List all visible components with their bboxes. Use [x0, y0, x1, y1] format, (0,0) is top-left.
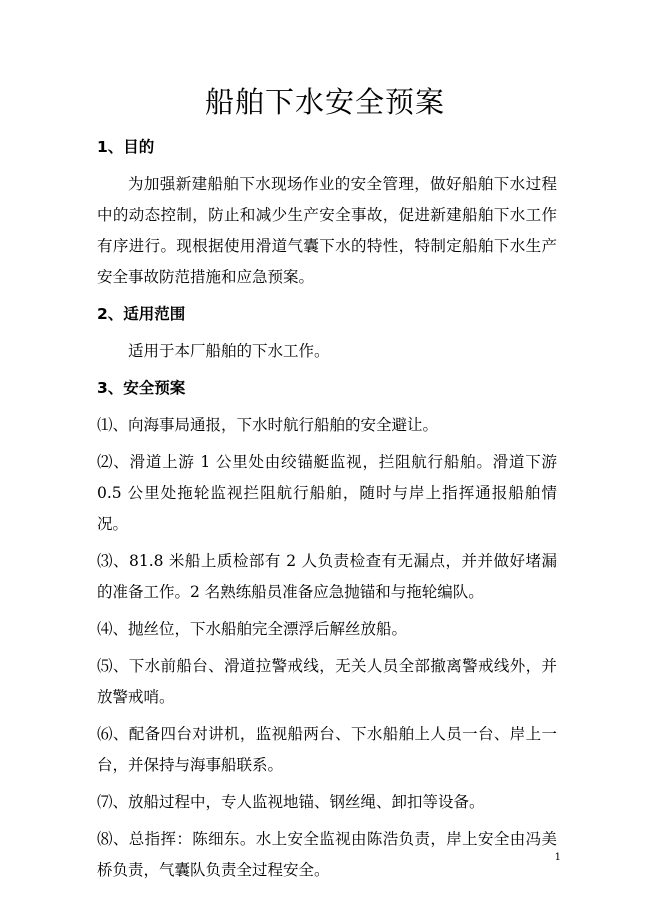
safety-plan-item: ⑷、抛丝位，下水船舶完全漂浮后解丝放船。 [97, 620, 408, 638]
safety-plan-item: ⑴、向海事局通报，下水时航行船舶的安全避让。 [97, 416, 439, 434]
safety-plan-item: ⑵、滑道上游 1 公里处由绞锚艇监视，拦阻航行船舶。滑道下游 0.5 公里处拖轮监视拦阻航行船舶，随时与岸上指挥通报船舶情况。 [97, 453, 557, 533]
section-paragraph-purpose: 为加强新建船舶下水现场作业的安全管理，做好船舶下水过程中的动态控制，防止和减少生产安全事故，促进新建船舶下水工作有序进行。现根据使用滑道气囊下水的特性，特制定船舶下水生产安全事故防范措施和应急预案。 [97, 175, 557, 286]
safety-plan-item: ⑹、配备四台对讲机，监视船两台、下水船舶上人员一台、岸上一台，并保持与海事船联系。 [97, 725, 557, 774]
document-body [97, 132, 557, 892]
section-heading-purpose: 1、目的 [97, 138, 155, 156]
section-heading-scope: 2、适用范围 [97, 305, 186, 323]
safety-plan-item: ⑻、总指挥：陈细东。水上安全监视由陈浩负责，岸上安全由冯美桥负责，气囊队负责全过程安全。 [97, 830, 557, 879]
page-number: 1 [554, 852, 561, 863]
safety-plan-item: ⑸、下水前船台、滑道拉警戒线，无关人员全部撤离警戒线外，并放警戒哨。 [97, 657, 557, 706]
safety-plan-item: ⑶、81.8 米船上质检部有 2 人负责检查有无漏点，并并做好堵漏的准备工作。2 名熟练船员准备应急抛锚和与拖轮编队。 [97, 552, 557, 601]
safety-plan-item: ⑺、放船过程中，专人监视地锚、钢丝绳、卸扣等设备。 [97, 793, 485, 811]
section-heading-safety-plan: 3、安全预案 [97, 379, 186, 397]
section-paragraph-scope: 适用于本厂船舶的下水工作。 [128, 342, 330, 360]
document-title: 船舶下水安全预案 [204, 85, 445, 119]
